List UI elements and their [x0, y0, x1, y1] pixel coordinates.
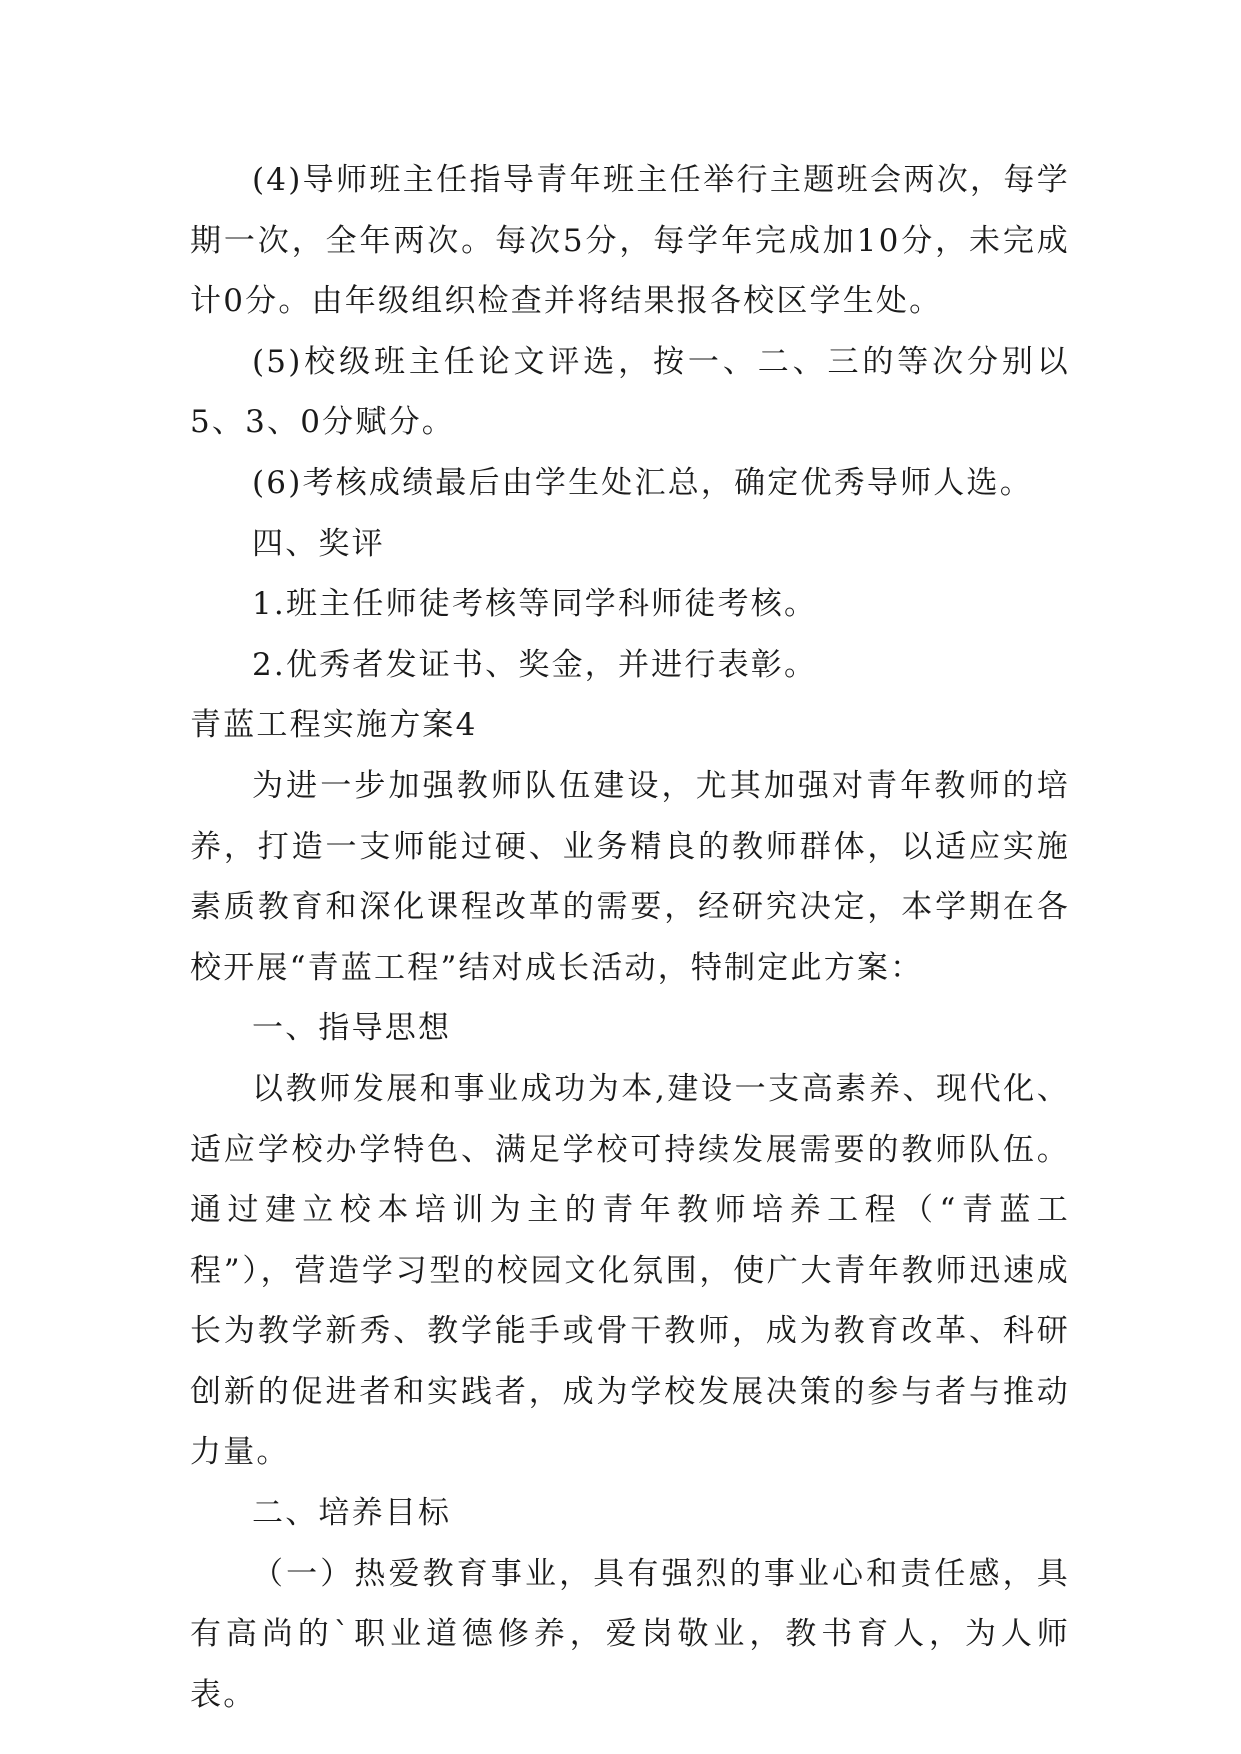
paragraph-goal-1: （一）热爱教育事业，具有强烈的事业心和责任感，具有高尚的`职业道德修养，爱岗敬业，教书育人，为人师表。 — [190, 1555, 1070, 1713]
paragraph-item-5: (5)校级班主任论文评选，按一、二、三的等次分别以5、3、0分赋分。 — [190, 343, 1070, 441]
section-heading-guiding-ideology: 一、指导思想 — [252, 1010, 452, 1047]
paragraph-item-6: (6)考核成绩最后由学生处汇总，确定优秀导师人选。 — [252, 464, 1033, 501]
paragraph-intro: 为进一步加强教师队伍建设，尤其加强对青年教师的培养，打造一支师能过硬、业务精良的教师群体，以适应实施素质教育和深化课程改革的需要，经研究决定，本学期在各校开展“青蓝工程”结对成长活动，特制定此方案： — [190, 767, 1070, 986]
document-body — [190, 150, 1070, 1725]
section-heading-training-goals: 二、培养目标 — [252, 1495, 452, 1532]
paragraph-award-2: 2.优秀者发证书、奖金，并进行表彰。 — [252, 646, 818, 683]
section-heading-awards: 四、奖评 — [252, 525, 385, 562]
paragraph-item-4: (4)导师班主任指导青年班主任举行主题班会两次，每学期一次，全年两次。每次5分，每学年完成加10分，未完成计0分。由年级组织检查并将结果报各校区学生处。 — [190, 162, 1070, 320]
paragraph-guiding-ideology: 以教师发展和事业成功为本,建设一支高素养、现代化、适应学校办学特色、满足学校可持续发展需要的教师队伍。通过建立校本培训为主的青年教师培养工程（“青蓝工程”），营造学习型的校园文化氛围，使广大青年教师迅速成长为教学新秀、教学能手或骨干教师，成为教育改革、科研创新的促进者和实践者，成为学校发展决策的参与者与推动力量。 — [190, 1070, 1070, 1471]
paragraph-award-1: 1.班主任师徒考核等同学科师徒考核。 — [252, 586, 818, 623]
document-title: 青蓝工程实施方案4 — [190, 707, 478, 744]
